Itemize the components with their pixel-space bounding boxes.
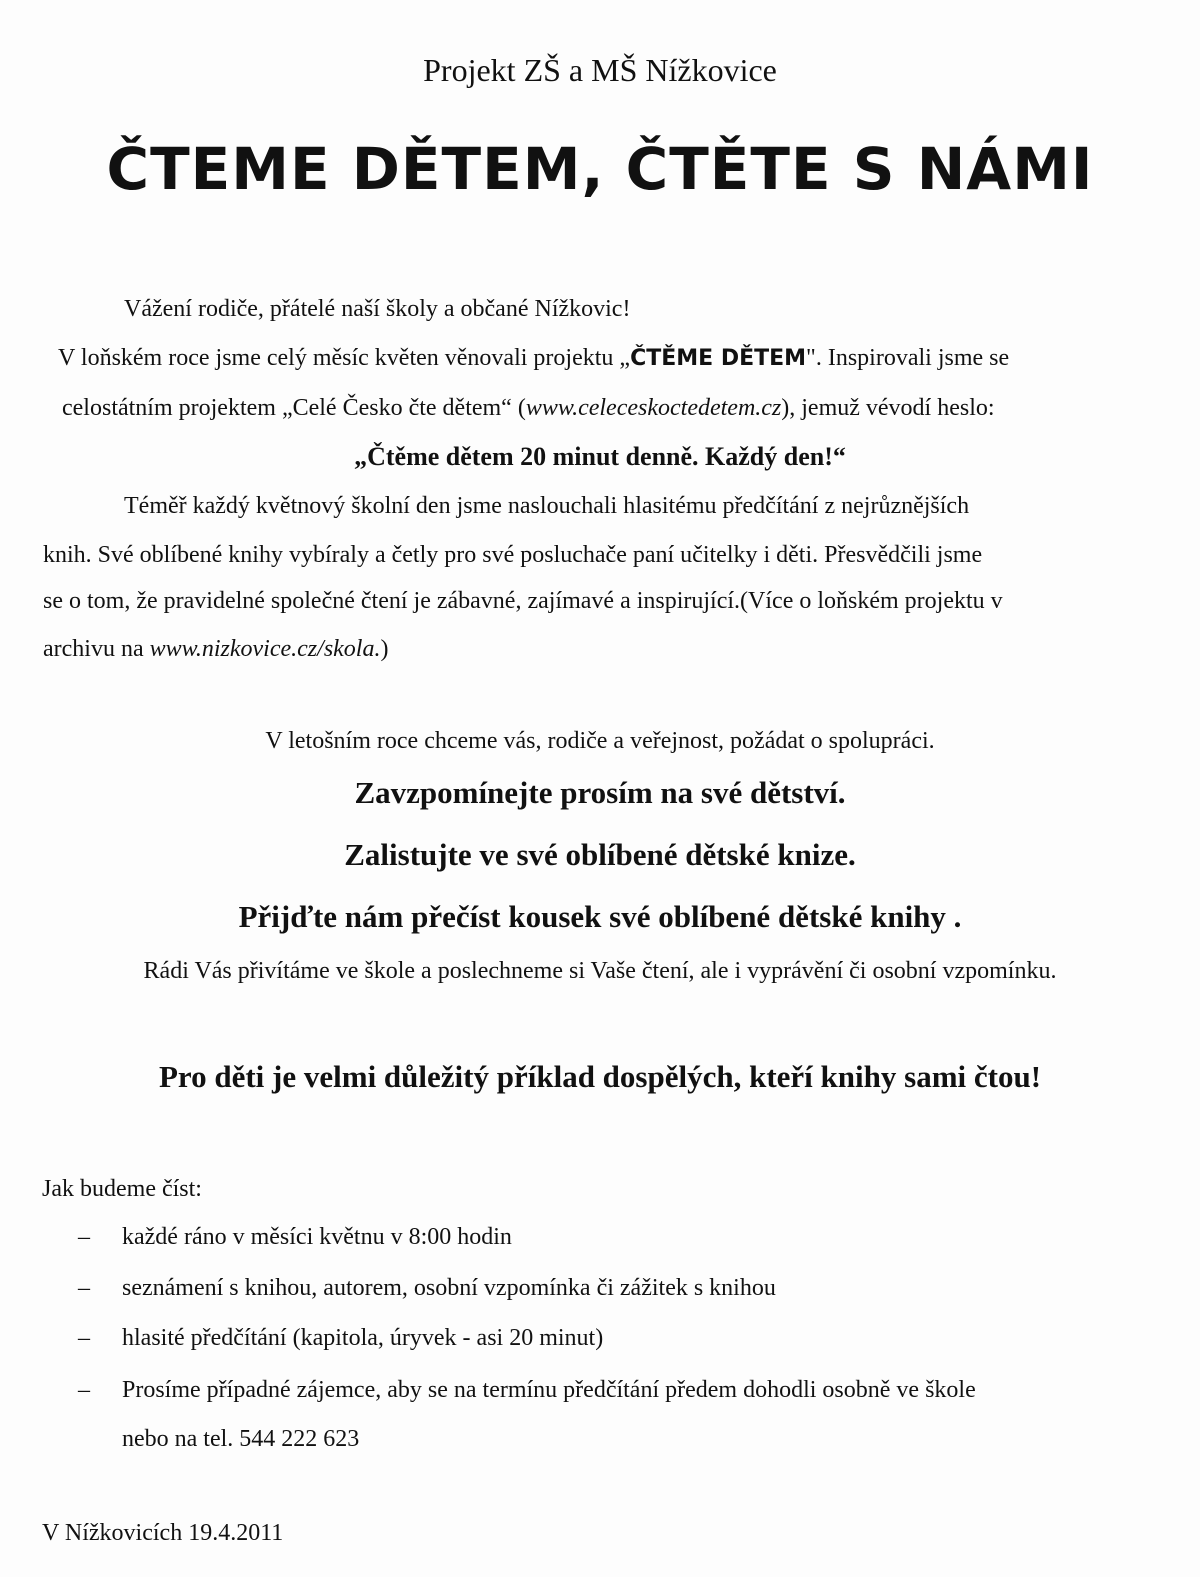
intro-text: ) xyxy=(380,636,389,662)
list-item-text: hlasité předčítání (kapitola, úryvek - asi 20 minut) xyxy=(122,1325,604,1351)
howto-heading: Jak budeme číst: xyxy=(42,1176,202,1202)
intro-paragraph-line-6 xyxy=(43,634,1183,664)
intro-paragraph-line-1 xyxy=(58,343,1178,374)
intro-text: ), jemuž vévodí heslo: xyxy=(781,395,995,421)
list-item-text: seznámení s knihou, autorem, osobní vzpomínka či zážitek s knihou xyxy=(122,1275,776,1301)
welcome-text: Rádi Vás přivítáme ve škole a poslechneme si Vaše čtení, ale i vyprávění či osobní vzpomínku. xyxy=(143,958,1057,984)
request-intro: V letošním roce chceme vás, rodiče a veřejnost, požádat o spolupráci. xyxy=(265,728,935,754)
intro-paragraph-line-2 xyxy=(62,393,1182,423)
project-line: Projekt ZŠ a MŠ Nížkovice xyxy=(423,52,777,88)
request-line-2: Zalistujte ve své oblíbené dětské knize. xyxy=(344,837,856,872)
school-url: www.nizkovice.cz/skola. xyxy=(149,636,381,662)
intro-text: V loňském roce jsme celý měsíc květen věnovali projektu „ xyxy=(58,345,631,371)
project-name: ČTĚME DĚTEM xyxy=(630,346,807,371)
list-item xyxy=(78,1222,512,1252)
intro-text: celostátním projektem „Celé Česko čte dětem“ ( xyxy=(62,395,526,421)
request-line-3: Přijďte nám přečíst kousek své oblíbené dětské knihy . xyxy=(238,899,962,934)
intro-paragraph-line-5: se o tom, že pravidelné společné čtení je zábavné, zajímavé a inspirující.(Více o loňském projektu v xyxy=(43,588,1003,614)
intro-paragraph-line-3: Téměř každý květnový školní den jsme naslouchali hlasitému předčítání z nejrůznějších xyxy=(124,493,970,519)
dash-marker: – xyxy=(78,1325,90,1351)
list-item-continuation: nebo na tel. 544 222 623 xyxy=(122,1426,360,1452)
list-item-text: Prosíme případné zájemce, aby se na termínu předčítání předem dohodli osobně ve škole xyxy=(122,1377,976,1403)
list-item-text: každé ráno v měsíci květnu v 8:00 hodin xyxy=(122,1224,512,1250)
dash-marker: – xyxy=(78,1377,90,1403)
page-title: ČTEME DĚTEM, ČTĚTE S NÁMI xyxy=(106,135,1094,203)
slogan: „Čtěme dětem 20 minut denně. Každý den!“ xyxy=(354,442,846,471)
campaign-url: www.celeceskoctedetem.cz xyxy=(525,395,782,421)
place-date: V Nížkovicích 19.4.2011 xyxy=(42,1520,284,1546)
list-item xyxy=(78,1273,776,1303)
list-item xyxy=(78,1375,976,1405)
intro-text: archivu na xyxy=(43,636,150,662)
greeting: Vážení rodiče, přátelé naší školy a občané Nížkovic! xyxy=(124,296,631,322)
intro-paragraph-line-4: knih. Své oblíbené knihy vybíraly a četly pro své posluchače paní učitelky i děti. Přesvědčili jsme xyxy=(43,542,983,568)
request-line-1: Zavzpomínejte prosím na své dětství. xyxy=(354,775,846,810)
motto: Pro děti je velmi důležitý příklad dospělých, kteří knihy sami čtou! xyxy=(158,1059,1042,1094)
list-item xyxy=(78,1323,603,1353)
dash-marker: – xyxy=(78,1224,90,1250)
dash-marker: – xyxy=(78,1275,90,1301)
intro-text: ". Inspirovali jsme se xyxy=(806,345,1010,371)
